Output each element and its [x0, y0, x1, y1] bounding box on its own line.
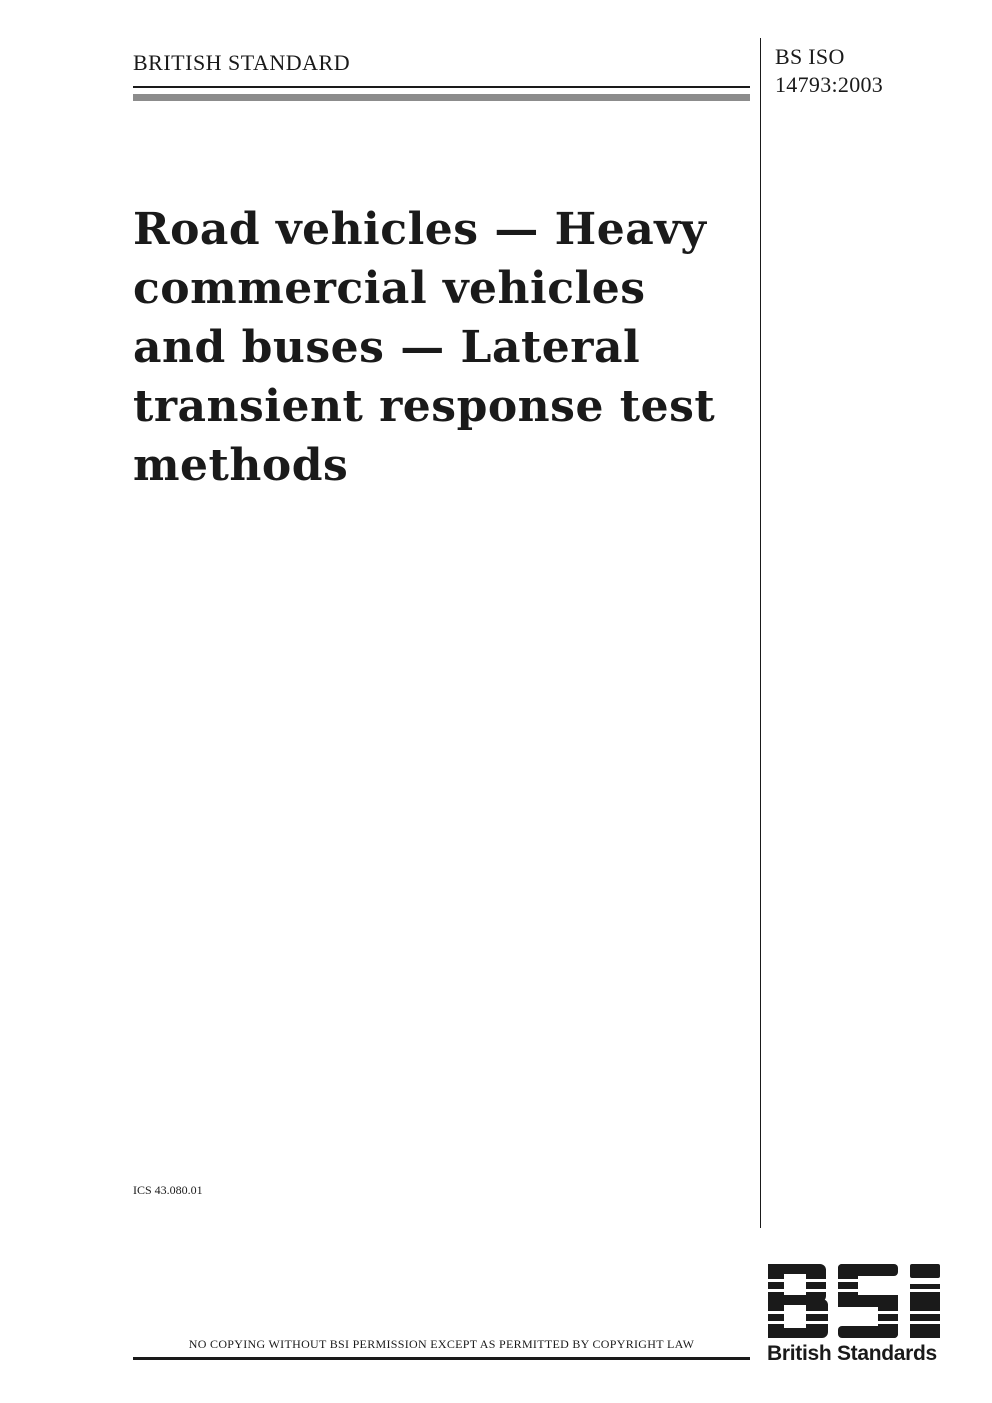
document-number — [775, 43, 883, 99]
document-title — [133, 200, 753, 495]
title-line: commercial vehicles — [133, 263, 646, 314]
title-line: methods — [133, 440, 349, 491]
title-line: transient response test — [133, 381, 716, 432]
ics-code: ICS 43.080.01 — [133, 1183, 203, 1197]
document-number-line1: BS ISO — [775, 44, 845, 69]
document-number-line2: 14793:2003 — [775, 72, 884, 97]
standard-type-label: BRITISH STANDARD — [133, 50, 351, 75]
footer-rule — [133, 1357, 750, 1360]
header-rule-thin — [133, 86, 750, 88]
bsi-logo — [764, 1262, 948, 1370]
title-line: Road vehicles — Heavy — [133, 204, 707, 255]
bsi-logo-mark — [764, 1262, 948, 1340]
vertical-divider — [760, 38, 761, 1228]
title-line: and buses — Lateral — [133, 322, 641, 373]
copyright-notice: NO COPYING WITHOUT BSI PERMISSION EXCEPT AS PERMITTED BY COPYRIGHT LAW — [188, 1337, 695, 1351]
bsi-logo-caption: British Standards — [767, 1342, 937, 1365]
header-rule-grey — [133, 94, 750, 101]
